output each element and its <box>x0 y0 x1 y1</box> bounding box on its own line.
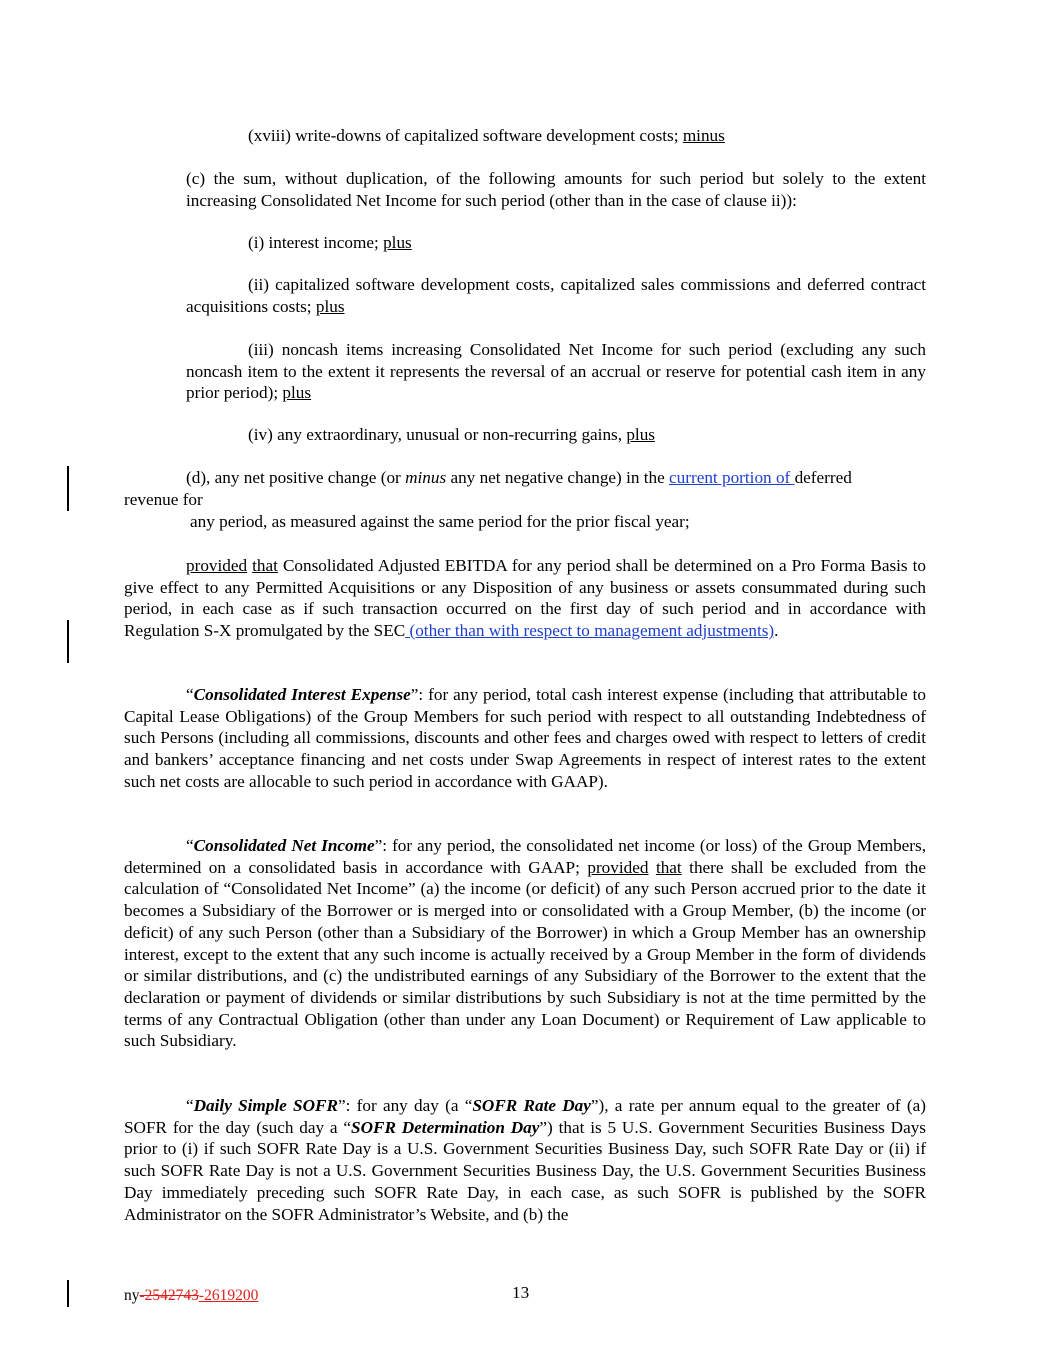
change-bar <box>67 620 69 663</box>
clause-c-iv: (iv) any extraordinary, unusual or non-recurring gains, plus <box>248 425 655 444</box>
deleted-id: -2542743 <box>139 1287 199 1304</box>
change-bar <box>67 466 69 511</box>
defined-term: Consolidated Net Income <box>193 836 375 855</box>
document-id: ny-2542743-2619200 <box>124 1287 259 1304</box>
defined-term: SOFR Determination Day <box>351 1117 540 1137</box>
clause-d-line-1: (d), any net positive change (or minus any net negative change) in the current portion of deferred <box>186 468 852 487</box>
clause-xviii: (xviii) write-downs of capitalized software development costs; minus <box>248 126 725 145</box>
defined-term: Daily Simple SOFR <box>193 1096 338 1115</box>
defined-term: Consolidated Interest Expense <box>193 685 411 704</box>
clause-c-iii: (iii) noncash items increasing Consolidated Net Income for such period (excluding any such noncash item to the extent it represents the reversal of an accrual or reserve for potential cash item in any prior period); plus <box>186 340 926 403</box>
definition-consolidated-interest-expense: “Consolidated Interest Expense”: for any period, total cash interest expense (including that attributable to Capital Lease Obligations) of the Group Members for such period with respect to all outstanding Indebtedness of such Persons (including all commissions, discounts and other fees and charges owed with respect to letters of credit and bankers’ acceptance financing and net costs under Swap Agreements in respect of interest rates to the extent such net costs are allocable to such period in accordance with GAAP). <box>124 685 926 791</box>
clause-d-line-2: revenue for <box>124 490 203 509</box>
defined-term: SOFR Rate Day <box>472 1096 591 1115</box>
definition-consolidated-net-income: “Consolidated Net Income”: for any period, the consolidated net income (or loss) of the Group Members, determined on a consolidated basis in accordance with GAAP; provided that there shall be excluded from the calculation of “Consolidated Net Income” (a) the income (or deficit) of any such Person accrued prior to the date it becomes a Subsidiary of the Borrower or is merged into or consolidated with a Group Member, (b) the income (or deficit) of any such Person (other than a Subsidiary of the Borrower) in which a Group Member has an ownership interest, except to the extent that any such income is actually received by a Group Member in the form of dividends or similar distributions, and (c) the undistributed earnings of any Subsidiary of the Borrower to the extent that the declaration or payment of dividends or similar distributions by such Subsidiary is not at the time permitted by the terms of any Contractual Obligation (other than under any Loan Document) or Requirement of Law applicable to such Subsidiary. <box>124 836 927 1051</box>
page-number: 13 <box>512 1283 530 1302</box>
clause-c-i: (i) interest income; plus <box>248 233 412 252</box>
inserted-id: -2619200 <box>198 1287 259 1304</box>
proviso-paragraph: provided that Consolidated Adjusted EBITDA for any period shall be determined on a Pro Forma Basis to give effect to any Permitted Acquisitions or any Disposition of any business or assets consummated during such period, in each case as if such transaction occurred on the first day of such period and in accordance with Regulation S-X promulgated by the SEC (other than with respect to management adjustments). <box>124 556 927 641</box>
clause-d-line-3: any period, as measured against the same period for the prior fiscal year; <box>190 512 690 531</box>
clause-c-ii: (ii) capitalized software development costs, capitalized sales commissions and deferred contract acquisitions costs; plus <box>186 275 926 316</box>
definition-daily-simple-sofr: “Daily Simple SOFR”: for any day (a “SOFR Rate Day”), a rate per annum equal to the greater of (a) SOFR for the day (such day a “SOFR Determination Day”) that is 5 U.S. Government Securities Business Days prior to (i) if such SOFR Rate Day is a U.S. Government Securities Business Day, such SOFR Rate Day or (ii) if such SOFR Rate Day is not a U.S. Government Securities Business Day, the U.S. Government Securities Business Day immediately preceding such SOFR Rate Day, in each case, as such SOFR is published by the SOFR Administrator on the SOFR Administrator’s Website, and (b) the <box>124 1096 926 1224</box>
change-bar <box>67 1280 69 1307</box>
clause-c: (c) the sum, without duplication, of the following amounts for such period but solely to the extent increasing Consolidated Net Income for such period (other than in the case of clause ii)): <box>186 169 926 210</box>
